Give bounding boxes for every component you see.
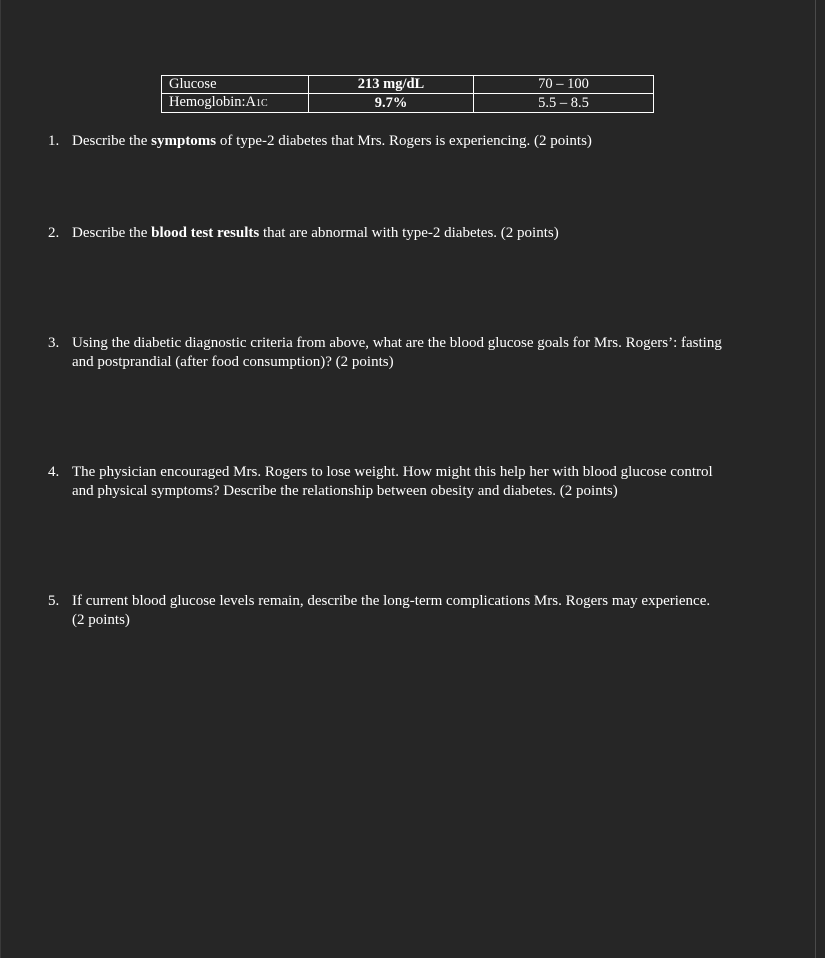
question-line: If current blood glucose levels remain, describe the long-term complications Mrs. Rogers may experience. <box>72 593 711 609</box>
question-1 <box>48 132 788 151</box>
question-line: and physical symptoms? Describe the relationship between obesity and diabetes. (2 points) <box>72 483 618 499</box>
question-line: The physician encouraged Mrs. Rogers to lose weight. How might this help her with blood glucose control <box>72 464 713 480</box>
test-name-cell: Glucose <box>162 76 309 94</box>
question-5 <box>48 592 788 630</box>
question-text <box>72 592 788 630</box>
question-3 <box>48 334 788 372</box>
normal-range-cell: 5.5 – 8.5 <box>474 94 654 113</box>
question-text <box>72 334 788 372</box>
question-number: 4. <box>48 464 60 480</box>
test-name-main: Hemoglobin:A <box>169 94 256 110</box>
question-number: 1. <box>48 133 60 149</box>
table-row <box>162 76 654 94</box>
question-text-part: that are abnormal with type-2 diabetes. (2 points) <box>259 225 559 241</box>
normal-range-cell: 70 – 100 <box>474 76 654 94</box>
question-emphasis: blood test results <box>151 225 260 241</box>
test-name-cell <box>162 94 309 113</box>
question-2 <box>48 224 788 243</box>
question-number: 2. <box>48 225 60 241</box>
question-text <box>72 224 788 243</box>
question-text-part: Describe the <box>72 225 152 241</box>
question-4 <box>48 463 788 501</box>
lab-results-table <box>161 75 654 113</box>
table-row <box>162 94 654 113</box>
test-result-cell: 213 mg/dL <box>309 76 474 94</box>
test-result-cell: 9.7% <box>309 94 474 113</box>
question-text-part: Describe the <box>72 133 152 149</box>
question-number: 5. <box>48 593 60 609</box>
question-text <box>72 463 788 501</box>
page-right-border <box>815 0 816 958</box>
question-emphasis: symptoms <box>151 133 217 149</box>
test-name-subscript: 1C <box>256 98 268 109</box>
question-line: Using the diabetic diagnostic criteria from above, what are the blood glucose goals for Mrs. Rogers’: fasting <box>72 335 722 351</box>
page-left-border <box>0 0 1 958</box>
question-line: (2 points) <box>72 612 130 628</box>
question-number: 3. <box>48 335 60 351</box>
question-text-part: of type-2 diabetes that Mrs. Rogers is experiencing. (2 points) <box>216 133 592 149</box>
question-line: and postprandial (after food consumption)? (2 points) <box>72 354 394 370</box>
question-text <box>72 132 788 151</box>
